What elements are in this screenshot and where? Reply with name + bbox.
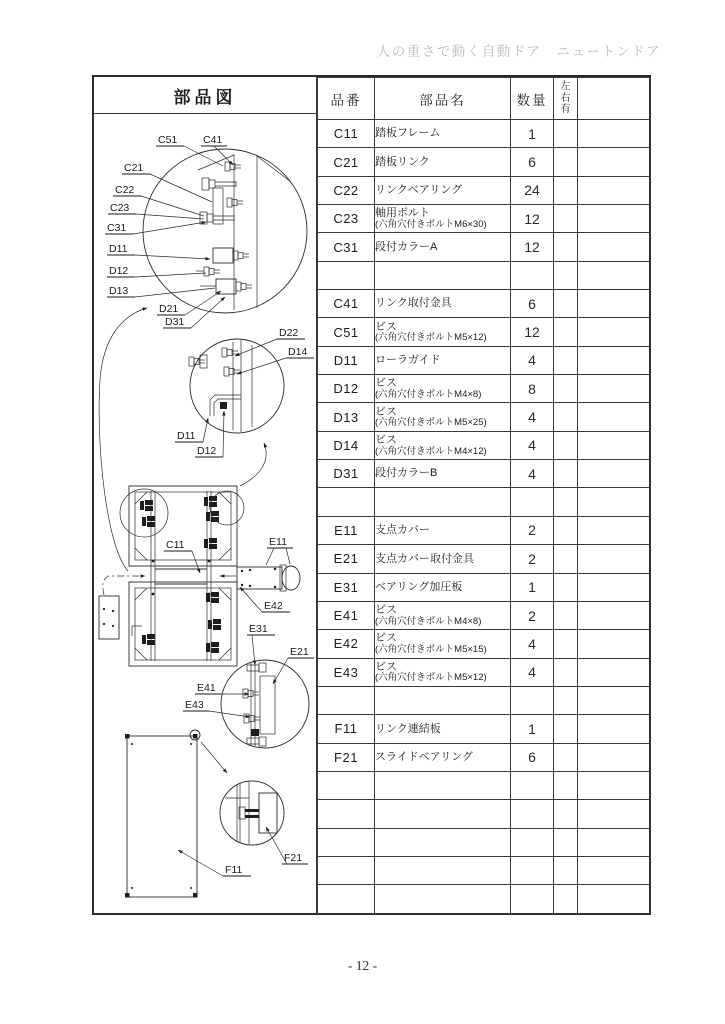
- parts-table-body: [318, 120, 651, 914]
- table-row: [318, 743, 651, 771]
- left-right-cell: [554, 148, 578, 176]
- table-row: [318, 403, 651, 431]
- table-row: [318, 261, 651, 289]
- extra-cell: [578, 148, 651, 176]
- part-number-cell: [318, 488, 375, 516]
- left-right-cell: [554, 290, 578, 318]
- part-name-cell: [375, 771, 511, 799]
- part-name-cell: [375, 120, 511, 148]
- extra-cell: [578, 630, 651, 658]
- sheet-frame: [92, 75, 651, 915]
- parts-table-panel: [317, 77, 651, 913]
- link-plate: [125, 730, 200, 898]
- part-name-cell: [375, 715, 511, 743]
- left-right-cell: [554, 715, 578, 743]
- part-number-cell: D13: [318, 403, 375, 431]
- quantity-cell: 4: [511, 346, 554, 374]
- diagram-label: C11: [166, 539, 185, 551]
- part-number-cell: D14: [318, 431, 375, 459]
- quantity-cell: 12: [511, 318, 554, 346]
- extra-cell: [578, 176, 651, 204]
- part-number-cell: [318, 771, 375, 799]
- part-name-line2: (六角穴付きボルトM4×8): [375, 615, 482, 627]
- part-name-line2: (六角穴付きボルトM4×12): [375, 445, 487, 457]
- detail-circle-f: [220, 781, 284, 845]
- left-right-cell: [554, 516, 578, 544]
- quantity-cell: 2: [511, 601, 554, 629]
- part-name-line2: (六角穴付きボルトM5×15): [375, 643, 487, 655]
- parts-table: [317, 77, 651, 914]
- part-name-cell: [375, 516, 511, 544]
- diagram-label: F21: [284, 852, 303, 864]
- part-number-cell: D12: [318, 375, 375, 403]
- table-row: [318, 828, 651, 856]
- part-name-line1: 支点カバー: [375, 524, 430, 537]
- table-row: [318, 375, 651, 403]
- zoom-sweep-arrow-middle: [240, 443, 266, 486]
- left-right-cell: [554, 233, 578, 261]
- diagram-label: C21: [124, 162, 144, 174]
- left-right-cell: [554, 573, 578, 601]
- part-number-cell: [318, 800, 375, 828]
- part-name-line1: 支点カバー取付金具: [375, 552, 474, 565]
- table-header-row: [318, 78, 651, 120]
- quantity-cell: 6: [511, 743, 554, 771]
- parts-diagram-area: [94, 114, 316, 913]
- diagram-label: D12: [109, 265, 129, 277]
- extra-cell: [578, 743, 651, 771]
- part-number-cell: C51: [318, 318, 375, 346]
- extra-cell: [578, 601, 651, 629]
- left-right-cell: [554, 403, 578, 431]
- diagram-label: C23: [110, 202, 130, 214]
- part-number-cell: C21: [318, 148, 375, 176]
- table-row: [318, 120, 651, 148]
- detail-circle-e: [221, 660, 309, 748]
- diagram-label: D14: [288, 346, 308, 358]
- part-number-cell: [318, 261, 375, 289]
- extra-cell: [578, 828, 651, 856]
- diagram-label: D12: [197, 445, 217, 457]
- quantity-cell: [511, 771, 554, 799]
- left-right-cell: [554, 375, 578, 403]
- left-right-cell: [554, 856, 578, 884]
- extra-cell: [578, 261, 651, 289]
- extra-cell: [578, 120, 651, 148]
- table-row: [318, 885, 651, 913]
- part-number-cell: C41: [318, 290, 375, 318]
- table-row: [318, 516, 651, 544]
- left-right-cell: [554, 460, 578, 488]
- left-right-cell: [554, 545, 578, 573]
- diagram-label: D31: [165, 316, 185, 328]
- part-name-line1: 踏板フレーム: [375, 127, 441, 140]
- table-row: [318, 205, 651, 233]
- diagram-label: E43: [185, 699, 204, 711]
- diagram-label: E11: [269, 536, 287, 548]
- column-header-part-name: 部品名: [375, 78, 511, 120]
- part-name-cell: [375, 800, 511, 828]
- quantity-cell: [511, 261, 554, 289]
- part-name-line2: (六角穴付きボルトM6×30): [375, 218, 487, 230]
- extra-cell: [578, 346, 651, 374]
- extra-cell: [578, 885, 651, 913]
- part-name-cell: [375, 261, 511, 289]
- quantity-cell: 1: [511, 120, 554, 148]
- table-row: [318, 715, 651, 743]
- extra-cell: [578, 318, 651, 346]
- extra-cell: [578, 233, 651, 261]
- quantity-cell: 4: [511, 460, 554, 488]
- part-number-cell: F21: [318, 743, 375, 771]
- quantity-cell: [511, 828, 554, 856]
- quantity-cell: 4: [511, 630, 554, 658]
- extra-cell: [578, 800, 651, 828]
- part-number-cell: E11: [318, 516, 375, 544]
- extra-cell: [578, 545, 651, 573]
- left-right-cell: [554, 176, 578, 204]
- left-right-cell: [554, 318, 578, 346]
- part-number-cell: E42: [318, 630, 375, 658]
- part-number-cell: [318, 856, 375, 884]
- left-right-cell: [554, 346, 578, 374]
- quantity-cell: 2: [511, 516, 554, 544]
- left-right-cell: [554, 261, 578, 289]
- diagram-label: E42: [264, 600, 283, 612]
- table-row: [318, 290, 651, 318]
- part-name-line1: ビス: [375, 405, 397, 418]
- table-row: [318, 431, 651, 459]
- part-number-cell: D11: [318, 346, 375, 374]
- part-number-cell: E43: [318, 658, 375, 686]
- diagram-label: C22: [115, 184, 135, 196]
- extra-cell: [578, 431, 651, 459]
- part-name-cell: [375, 148, 511, 176]
- quantity-cell: [511, 800, 554, 828]
- zoom-sweep-arrow-top: [99, 308, 147, 571]
- quantity-cell: 12: [511, 205, 554, 233]
- part-name-line2: (六角穴付きボルトM5×25): [375, 417, 487, 429]
- extra-cell: [578, 516, 651, 544]
- part-number-cell: [318, 686, 375, 714]
- part-name-line2: (六角穴付きボルトM4×8): [375, 388, 482, 400]
- table-row: [318, 856, 651, 884]
- extra-cell: [578, 290, 651, 318]
- left-right-cell: [554, 601, 578, 629]
- part-name-cell: [375, 885, 511, 913]
- diagram-panel-title: 部品図: [94, 77, 316, 114]
- part-name-line2: (六角穴付きボルトM5×12): [375, 332, 487, 344]
- part-number-cell: E41: [318, 601, 375, 629]
- quantity-cell: 8: [511, 375, 554, 403]
- part-name-line1: リンクベアリング: [375, 184, 463, 197]
- part-name-cell: [375, 233, 511, 261]
- detail-circle-top: [143, 149, 307, 313]
- part-name-line1: ビス: [375, 632, 397, 645]
- part-number-cell: [318, 885, 375, 913]
- quantity-cell: [511, 885, 554, 913]
- detail-pointer-arrow: [201, 742, 227, 773]
- extra-cell: [578, 205, 651, 233]
- part-name-cell: [375, 630, 511, 658]
- table-row: [318, 771, 651, 799]
- diagram-label: F11: [225, 864, 243, 876]
- table-row: [318, 460, 651, 488]
- part-number-cell: E21: [318, 545, 375, 573]
- part-number-cell: C23: [318, 205, 375, 233]
- diagram-label: D13: [109, 285, 129, 297]
- quantity-cell: 24: [511, 176, 554, 204]
- table-row: [318, 601, 651, 629]
- part-number-cell: C11: [318, 120, 375, 148]
- part-number-cell: E31: [318, 573, 375, 601]
- table-row: [318, 686, 651, 714]
- left-right-cell: [554, 205, 578, 233]
- part-name-line1: 踏板リンク: [375, 155, 430, 168]
- part-name-cell: [375, 545, 511, 573]
- quantity-cell: 12: [511, 233, 554, 261]
- extra-cell: [578, 403, 651, 431]
- quantity-cell: 2: [511, 545, 554, 573]
- part-name-cell: [375, 431, 511, 459]
- part-name-cell: [375, 856, 511, 884]
- part-name-cell: [375, 743, 511, 771]
- diagram-panel: [94, 77, 317, 913]
- extra-cell: [578, 856, 651, 884]
- page-number: - 12 -: [347, 958, 378, 973]
- quantity-cell: [511, 686, 554, 714]
- quantity-cell: 4: [511, 658, 554, 686]
- part-name-cell: [375, 460, 511, 488]
- part-number-cell: [318, 828, 375, 856]
- left-right-cell: [554, 686, 578, 714]
- part-name-cell: [375, 403, 511, 431]
- parts-diagram-drawing: [94, 114, 316, 908]
- part-name-line1: ベアリング加圧板: [375, 580, 463, 593]
- diagram-label: C51: [158, 134, 178, 146]
- left-right-cell: [554, 828, 578, 856]
- part-name-cell: [375, 375, 511, 403]
- diagram-label: E41: [197, 682, 216, 694]
- column-header-part-number: 品番: [318, 78, 375, 120]
- extra-cell: [578, 771, 651, 799]
- extra-cell: [578, 686, 651, 714]
- diagram-label: C31: [107, 222, 127, 234]
- quantity-cell: 6: [511, 290, 554, 318]
- part-name-line1: ビス: [375, 320, 397, 333]
- left-right-cell: [554, 885, 578, 913]
- table-row: [318, 630, 651, 658]
- part-name-cell: [375, 346, 511, 374]
- part-name-cell: [375, 176, 511, 204]
- part-number-cell: C31: [318, 233, 375, 261]
- diagram-label: D11: [177, 430, 196, 442]
- part-name-line1: ビス: [375, 660, 397, 673]
- part-name-line1: ビス: [375, 433, 397, 446]
- part-number-cell: C22: [318, 176, 375, 204]
- part-number-cell: F11: [318, 715, 375, 743]
- extra-cell: [578, 573, 651, 601]
- table-row: [318, 658, 651, 686]
- part-name-cell: [375, 318, 511, 346]
- table-row: [318, 545, 651, 573]
- part-name-cell: [375, 290, 511, 318]
- left-right-cell: [554, 488, 578, 516]
- table-row: [318, 346, 651, 374]
- quantity-cell: 1: [511, 715, 554, 743]
- part-name-line1: 段付カラーB: [375, 467, 438, 480]
- left-right-cell: [554, 658, 578, 686]
- quantity-cell: 4: [511, 403, 554, 431]
- left-right-cell: [554, 120, 578, 148]
- part-name-line1: リンク取付金具: [375, 297, 452, 310]
- table-row: [318, 800, 651, 828]
- quantity-cell: 1: [511, 573, 554, 601]
- diagram-label: D11: [109, 243, 128, 255]
- pivot-cover-part: [220, 565, 300, 591]
- diagram-label: E31: [249, 623, 268, 635]
- part-name-line1: ビス: [375, 603, 397, 616]
- assembly-direction-arrow: [103, 576, 145, 595]
- part-number-cell: D31: [318, 460, 375, 488]
- part-name-line1: スライドベアリング: [375, 750, 474, 763]
- left-right-cell: [554, 630, 578, 658]
- quantity-cell: [511, 488, 554, 516]
- diagram-label: D21: [159, 303, 179, 315]
- extra-cell: [578, 375, 651, 403]
- column-header-left-right: 左右有: [554, 78, 578, 120]
- diagram-label: E21: [290, 646, 309, 658]
- left-right-cell: [554, 743, 578, 771]
- quantity-cell: 6: [511, 148, 554, 176]
- column-header-extra: [578, 78, 651, 120]
- table-row: [318, 488, 651, 516]
- part-name-cell: [375, 828, 511, 856]
- extra-cell: [578, 460, 651, 488]
- part-name-cell: [375, 601, 511, 629]
- part-name-cell: [375, 658, 511, 686]
- extra-cell: [578, 658, 651, 686]
- detail-circle-middle: [189, 339, 284, 433]
- table-row: [318, 176, 651, 204]
- part-name-line1: ビス: [375, 377, 397, 390]
- table-row: [318, 318, 651, 346]
- left-plate: [99, 596, 119, 639]
- quantity-cell: [511, 856, 554, 884]
- part-name-cell: [375, 205, 511, 233]
- part-name-cell: [375, 488, 511, 516]
- part-name-line2: (六角穴付きボルトM5×12): [375, 672, 487, 684]
- extra-cell: [578, 488, 651, 516]
- part-name-line1: リンク連結板: [375, 722, 441, 735]
- table-row: [318, 233, 651, 261]
- header-note: 人の重さで動く自動ドア ニュートンドア: [376, 44, 661, 59]
- part-name-line1: 段付カラーA: [375, 240, 438, 253]
- part-name-line1: 軸用ボルト: [375, 207, 430, 220]
- diagram-label: C41: [203, 134, 223, 146]
- extra-cell: [578, 715, 651, 743]
- part-name-line1: ローラガイド: [375, 354, 441, 367]
- part-name-cell: [375, 686, 511, 714]
- left-right-cell: [554, 800, 578, 828]
- left-right-cell: [554, 431, 578, 459]
- column-header-quantity: 数量: [511, 78, 554, 120]
- diagram-label: D22: [279, 327, 299, 339]
- table-row: [318, 148, 651, 176]
- left-right-cell: [554, 771, 578, 799]
- part-name-cell: [375, 573, 511, 601]
- table-row: [318, 573, 651, 601]
- quantity-cell: 4: [511, 431, 554, 459]
